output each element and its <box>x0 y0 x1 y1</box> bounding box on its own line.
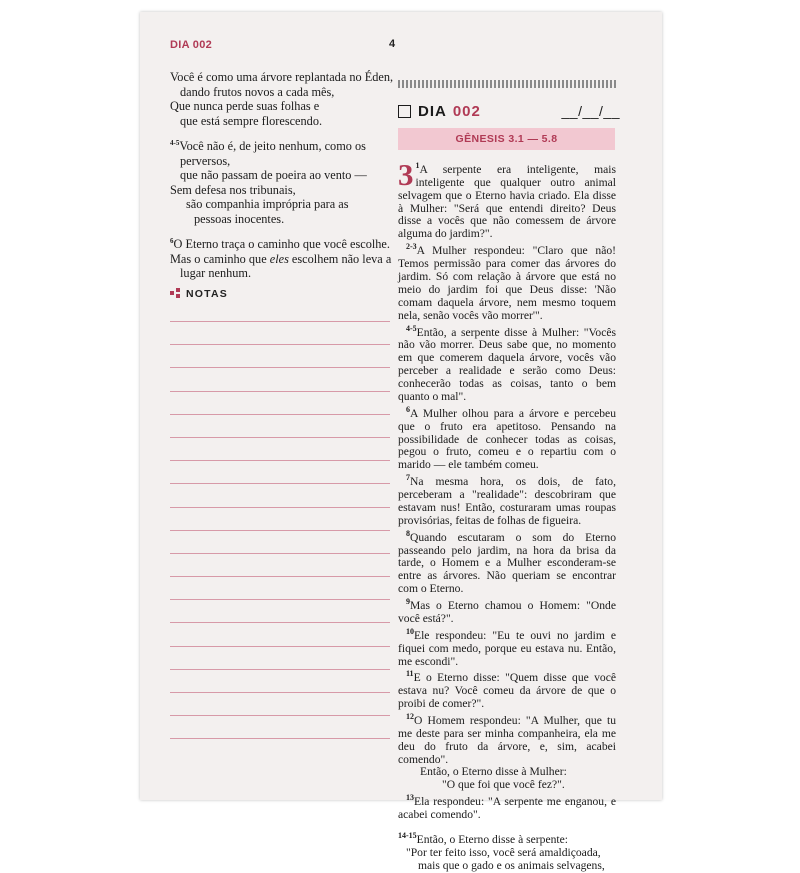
day-number: 002 <box>452 102 481 120</box>
verse-number: 12 <box>406 711 414 721</box>
verse-number: 8 <box>406 528 410 538</box>
verse-paragraph <box>398 711 616 766</box>
verse-text: O Homem respondeu: "A Mulher, que tu me deste para ser minha companheira, ela me deu do fruto da árvore, e, sim, acabei comendo". <box>398 713 616 766</box>
verse-text: E o Eterno disse: "Quem disse que você estava nu? Você comeu da árvore de que o proibi de comer?". <box>398 671 616 711</box>
date-field[interactable]: __/__/__ <box>561 103 620 119</box>
notes-line[interactable] <box>170 507 390 508</box>
verse-paragraph <box>398 668 616 711</box>
notes-line[interactable] <box>170 576 390 577</box>
poem-line-part: escolhem não leva a <box>288 251 392 266</box>
verse-paragraph <box>398 528 616 596</box>
notes-line[interactable] <box>170 321 390 322</box>
verse-number: 10 <box>406 626 414 636</box>
poetry-line <box>398 830 616 847</box>
chapter-dropcap: 3 <box>398 157 414 192</box>
notes-line[interactable] <box>170 738 390 739</box>
verse-text: A Mulher respondeu: "Claro que não! Temos permissão para comer das árvores do jardim. Só com relação à árvore que está no meio do jardim foi que Deus disse: 'Não comam daquela árvore, nem mesmo toquem nela, senão vocês vão morrer'". <box>398 244 616 322</box>
notes-line[interactable] <box>170 344 390 345</box>
notes-line[interactable] <box>170 669 390 670</box>
poem-line: Sem defesa nos tribunais, <box>170 182 296 197</box>
notes-line[interactable] <box>170 530 390 531</box>
verse-number: 6 <box>170 237 174 245</box>
notes-line[interactable] <box>170 391 390 392</box>
verse-text: Na mesma hora, os dois, de fato, perceberam a "realidade": descobriram que estavam nus! Então, costuraram umas roupas provisórias, feitas de folhas de figueira. <box>398 475 616 527</box>
reading-checkbox[interactable] <box>398 105 411 118</box>
poem-line: que está sempre florescendo. <box>180 113 323 128</box>
verse-paragraph <box>398 404 616 472</box>
verse-paragraph <box>398 241 616 322</box>
notes-line[interactable] <box>170 646 390 647</box>
notes-line[interactable] <box>170 437 390 438</box>
notes-line[interactable] <box>170 692 390 693</box>
verse-paragraph <box>398 157 616 241</box>
poem-line: dando frutos novos a cada mês, <box>180 84 335 99</box>
notes-line[interactable] <box>170 414 390 415</box>
book-page <box>140 12 662 872</box>
notes-line[interactable] <box>170 367 390 368</box>
poem-line: lugar nenhum. <box>180 266 252 281</box>
verse-number: 13 <box>406 793 414 803</box>
verse-paragraph <box>398 472 616 527</box>
notes-line[interactable] <box>170 483 390 484</box>
poem-line: são companhia imprópria para as <box>186 197 349 212</box>
verse-number: 7 <box>406 473 410 483</box>
poem-line: que não passam de poeira ao vento — <box>180 168 367 183</box>
notes-line[interactable] <box>170 553 390 554</box>
notes-line[interactable] <box>170 599 390 600</box>
verse-number: 2-3 <box>406 242 417 252</box>
notes-line[interactable] <box>170 622 390 623</box>
psalm-stanza-2 <box>170 136 390 226</box>
reference-band <box>398 128 615 150</box>
page-number: 4 <box>389 38 396 50</box>
verse-paragraph <box>398 596 616 626</box>
poetry-line: Então, o Eterno disse à Mulher: <box>420 765 567 779</box>
verse-number: 4-5 <box>170 139 180 147</box>
verse-text: Então, a serpente disse à Mulher: "Vocês não vão morrer. Deus sabe que, no momento em que comerem daquela árvore, vocês vão perceber a realidade e serão como Deus: conhecerão todas as coisas, tanto o bem quanto o mal". <box>398 325 616 403</box>
notes-line[interactable] <box>170 715 390 716</box>
scripture-reference: GÊNESIS 3.1 — 5.8 <box>455 133 558 145</box>
notes-lines <box>170 321 390 762</box>
poem-line: pessoas inocentes. <box>194 211 285 226</box>
verse-number: 1 <box>415 161 420 170</box>
verse-number: 9 <box>406 597 410 607</box>
verse-paragraph <box>398 792 616 822</box>
poem-line-part: Mas o caminho que <box>170 251 270 266</box>
verse-text: A serpente era inteligente, mais inteligente que qualquer outro animal selvagem que o Eterno havia criado. Ela disse à Mulher: "Será que entendi direito? Deus disse a vocês que não comessem de árvore alguma do jardim?". <box>398 162 616 241</box>
day-header-top: DIA 002 <box>170 39 213 51</box>
poetry-line: "O que foi que você fez?". <box>442 778 565 792</box>
notes-line[interactable] <box>170 460 390 461</box>
verse-text: Ele respondeu: "Eu te ouvi no jardim e fiquei com medo, porque eu estava nu. Então, me escondi". <box>398 628 616 668</box>
dotted-divider <box>398 80 618 88</box>
poem-line: O Eterno traça o caminho que você escolhe. <box>173 237 390 252</box>
reading-day-header <box>398 101 620 121</box>
psalm-stanza-3 <box>170 234 390 281</box>
poem-line: Que nunca perde suas folhas e <box>170 99 320 113</box>
verse-number: 4-5 <box>406 323 417 333</box>
verse-number: 11 <box>406 669 414 679</box>
notes-heading <box>170 288 228 300</box>
verse-paragraph <box>398 626 616 669</box>
poetry-text: Então, o Eterno disse à serpente: <box>416 832 568 846</box>
verse-text: Quando escutaram o som do Eterno passeando pelo jardim, na hora da brisa da tarde, o Homem e a Mulher esconderam-se entre as árvores. Não queriam se encontrar com o Eterno. <box>398 530 616 596</box>
poetry-line: mais que o gado e os animais selvagens, <box>418 858 605 872</box>
poem-line: Você não é, de jeito nenhum, como os <box>179 139 366 154</box>
verse-number: 6 <box>406 404 410 414</box>
notes-label: NOTAS <box>186 288 228 300</box>
verse-text: A Mulher olhou para a árvore e percebeu que o fruto era apetitoso. Pensando na possibilidade de conhecer todas as coisas, pegou o fruto, comeu e o repartiu com o marido — ele também comeu. <box>398 406 616 472</box>
psalm-stanza-1 <box>170 70 394 128</box>
verse-text: Ela respondeu: "A serpente me enganou, e acabei comendo". <box>398 795 616 822</box>
day-label: DIA <box>418 102 447 120</box>
reading-text <box>398 157 616 873</box>
notes-icon <box>170 288 180 298</box>
poem-line: perversos, <box>180 153 231 168</box>
verse-paragraph <box>398 323 616 404</box>
verse-text: Mas o Eterno chamou o Homem: "Onde você está?". <box>398 599 616 625</box>
poem-line: Você é como uma árvore replantada no Éden, <box>170 70 394 84</box>
poetry-line: "Por ter feito isso, você será amaldiçoada, <box>406 845 601 859</box>
poem-emphasis: eles <box>269 251 289 266</box>
verse-number: 14-15 <box>398 830 417 840</box>
